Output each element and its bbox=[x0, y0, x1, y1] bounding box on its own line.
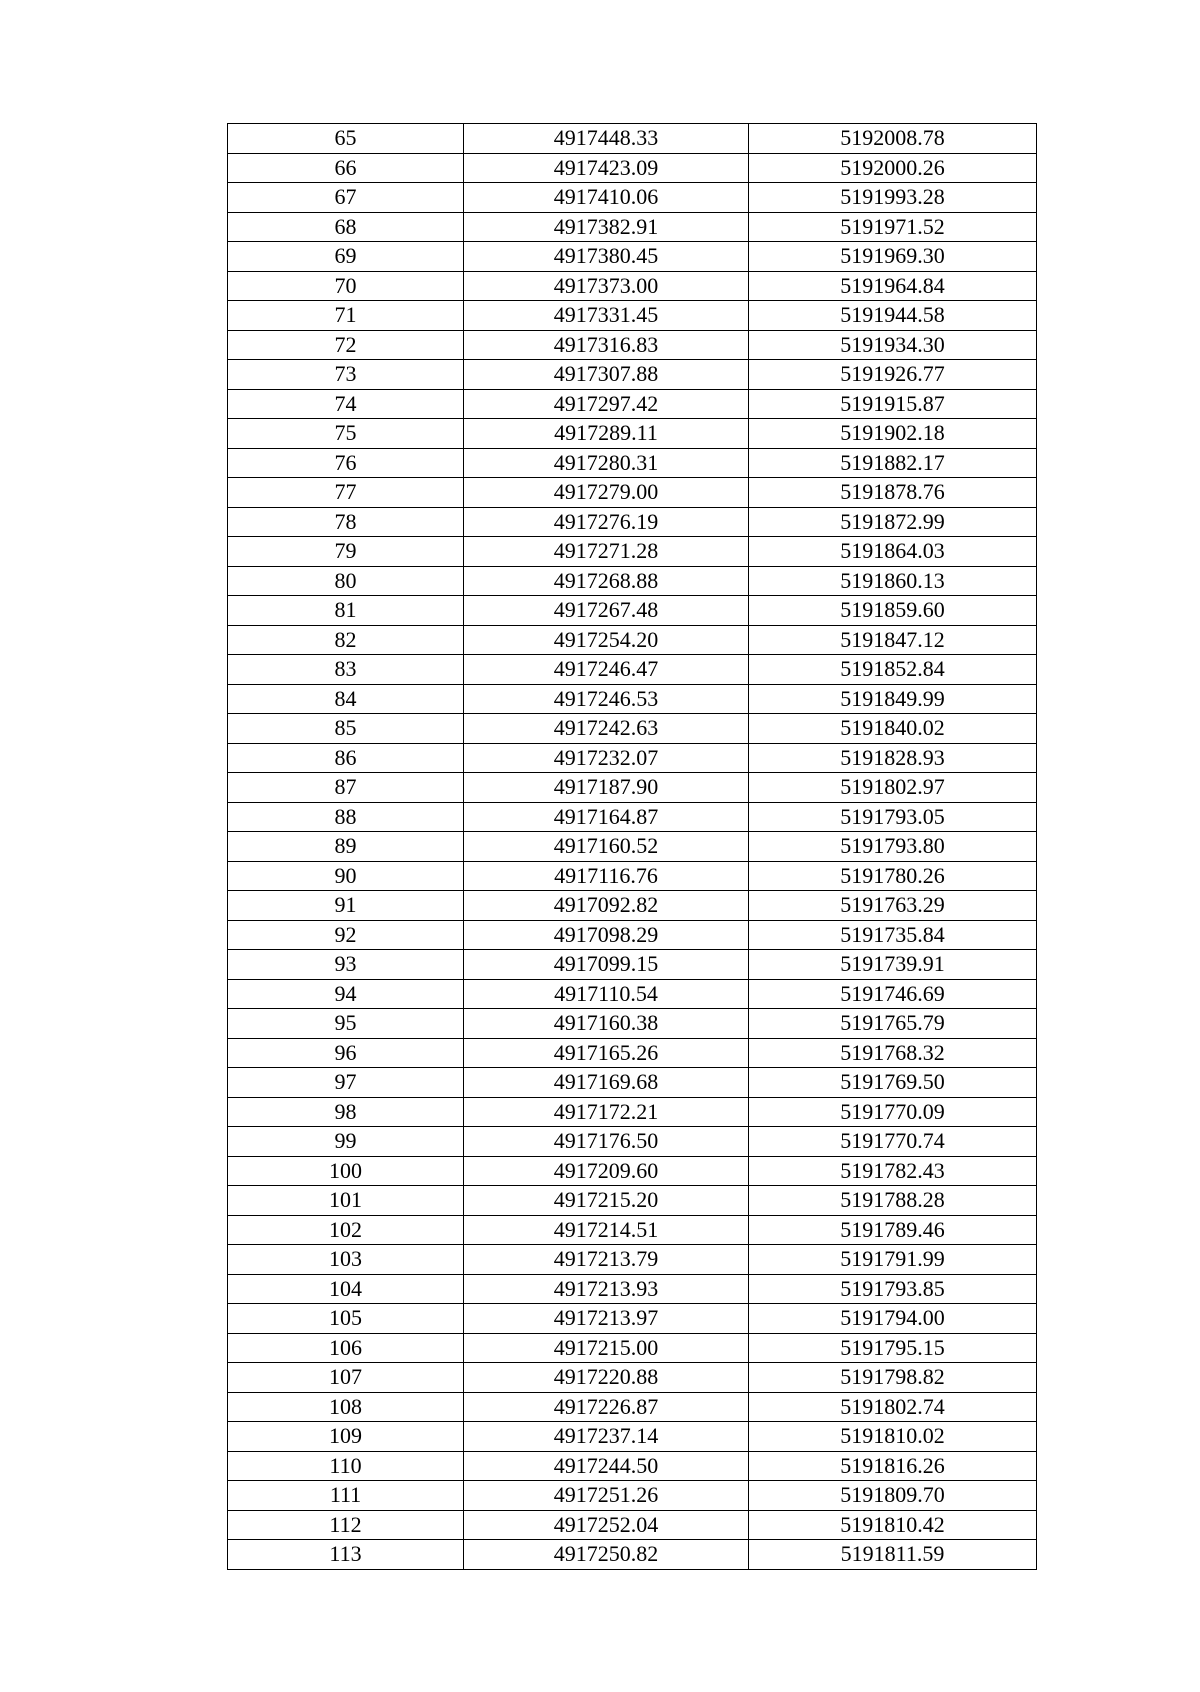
point-number-cell: 113 bbox=[228, 1540, 464, 1570]
y-coordinate-cell: 5191849.99 bbox=[749, 684, 1037, 714]
x-coordinate-cell: 4917246.53 bbox=[464, 684, 749, 714]
y-coordinate-cell: 5191810.42 bbox=[749, 1510, 1037, 1540]
y-coordinate-cell: 5191763.29 bbox=[749, 891, 1037, 921]
point-number-cell: 109 bbox=[228, 1422, 464, 1452]
table-row bbox=[228, 979, 1037, 1009]
y-coordinate-cell: 5191971.52 bbox=[749, 212, 1037, 242]
x-coordinate-cell: 4917160.38 bbox=[464, 1009, 749, 1039]
x-coordinate-cell: 4917252.04 bbox=[464, 1510, 749, 1540]
y-coordinate-cell: 5191926.77 bbox=[749, 360, 1037, 390]
y-coordinate-cell: 5191902.18 bbox=[749, 419, 1037, 449]
x-coordinate-cell: 4917410.06 bbox=[464, 183, 749, 213]
x-coordinate-cell: 4917254.20 bbox=[464, 625, 749, 655]
x-coordinate-cell: 4917232.07 bbox=[464, 743, 749, 773]
x-coordinate-cell: 4917382.91 bbox=[464, 212, 749, 242]
x-coordinate-cell: 4917165.26 bbox=[464, 1038, 749, 1068]
x-coordinate-cell: 4917160.52 bbox=[464, 832, 749, 862]
y-coordinate-cell: 5191802.74 bbox=[749, 1392, 1037, 1422]
table-row bbox=[228, 655, 1037, 685]
table-row bbox=[228, 1422, 1037, 1452]
table-row bbox=[228, 1068, 1037, 1098]
x-coordinate-cell: 4917271.28 bbox=[464, 537, 749, 567]
x-coordinate-cell: 4917448.33 bbox=[464, 124, 749, 154]
table-row bbox=[228, 1363, 1037, 1393]
y-coordinate-cell: 5191802.97 bbox=[749, 773, 1037, 803]
x-coordinate-cell: 4917116.76 bbox=[464, 861, 749, 891]
x-coordinate-cell: 4917220.88 bbox=[464, 1363, 749, 1393]
y-coordinate-cell: 5191915.87 bbox=[749, 389, 1037, 419]
point-number-cell: 91 bbox=[228, 891, 464, 921]
x-coordinate-cell: 4917099.15 bbox=[464, 950, 749, 980]
point-number-cell: 107 bbox=[228, 1363, 464, 1393]
point-number-cell: 70 bbox=[228, 271, 464, 301]
y-coordinate-cell: 5191816.26 bbox=[749, 1451, 1037, 1481]
x-coordinate-cell: 4917214.51 bbox=[464, 1215, 749, 1245]
x-coordinate-cell: 4917244.50 bbox=[464, 1451, 749, 1481]
y-coordinate-cell: 5191782.43 bbox=[749, 1156, 1037, 1186]
x-coordinate-cell: 4917289.11 bbox=[464, 419, 749, 449]
point-number-cell: 104 bbox=[228, 1274, 464, 1304]
x-coordinate-cell: 4917110.54 bbox=[464, 979, 749, 1009]
x-coordinate-cell: 4917213.79 bbox=[464, 1245, 749, 1275]
point-number-cell: 102 bbox=[228, 1215, 464, 1245]
y-coordinate-cell: 5191811.59 bbox=[749, 1540, 1037, 1570]
coordinates-table-body bbox=[228, 124, 1037, 1570]
x-coordinate-cell: 4917268.88 bbox=[464, 566, 749, 596]
point-number-cell: 75 bbox=[228, 419, 464, 449]
coordinates-table bbox=[227, 123, 1037, 1570]
table-row bbox=[228, 507, 1037, 537]
table-row bbox=[228, 832, 1037, 862]
table-row bbox=[228, 537, 1037, 567]
y-coordinate-cell: 5191735.84 bbox=[749, 920, 1037, 950]
x-coordinate-cell: 4917172.21 bbox=[464, 1097, 749, 1127]
point-number-cell: 94 bbox=[228, 979, 464, 1009]
table-row bbox=[228, 1274, 1037, 1304]
point-number-cell: 98 bbox=[228, 1097, 464, 1127]
point-number-cell: 92 bbox=[228, 920, 464, 950]
y-coordinate-cell: 5191739.91 bbox=[749, 950, 1037, 980]
table-row bbox=[228, 1540, 1037, 1570]
table-row bbox=[228, 448, 1037, 478]
y-coordinate-cell: 5191793.85 bbox=[749, 1274, 1037, 1304]
point-number-cell: 110 bbox=[228, 1451, 464, 1481]
table-row bbox=[228, 1510, 1037, 1540]
table-row bbox=[228, 1481, 1037, 1511]
point-number-cell: 71 bbox=[228, 301, 464, 331]
table-row bbox=[228, 360, 1037, 390]
table-row bbox=[228, 1009, 1037, 1039]
table-row bbox=[228, 330, 1037, 360]
x-coordinate-cell: 4917373.00 bbox=[464, 271, 749, 301]
y-coordinate-cell: 5191828.93 bbox=[749, 743, 1037, 773]
table-row bbox=[228, 802, 1037, 832]
point-number-cell: 78 bbox=[228, 507, 464, 537]
table-row bbox=[228, 301, 1037, 331]
point-number-cell: 108 bbox=[228, 1392, 464, 1422]
y-coordinate-cell: 5191872.99 bbox=[749, 507, 1037, 537]
x-coordinate-cell: 4917237.14 bbox=[464, 1422, 749, 1452]
point-number-cell: 101 bbox=[228, 1186, 464, 1216]
x-coordinate-cell: 4917307.88 bbox=[464, 360, 749, 390]
point-number-cell: 81 bbox=[228, 596, 464, 626]
y-coordinate-cell: 5191944.58 bbox=[749, 301, 1037, 331]
y-coordinate-cell: 5191934.30 bbox=[749, 330, 1037, 360]
table-row bbox=[228, 861, 1037, 891]
y-coordinate-cell: 5191780.26 bbox=[749, 861, 1037, 891]
y-coordinate-cell: 5191969.30 bbox=[749, 242, 1037, 272]
point-number-cell: 73 bbox=[228, 360, 464, 390]
table-row bbox=[228, 389, 1037, 419]
table-row bbox=[228, 1304, 1037, 1334]
point-number-cell: 90 bbox=[228, 861, 464, 891]
point-number-cell: 106 bbox=[228, 1333, 464, 1363]
point-number-cell: 77 bbox=[228, 478, 464, 508]
table-row bbox=[228, 242, 1037, 272]
table-row bbox=[228, 212, 1037, 242]
table-row bbox=[228, 596, 1037, 626]
point-number-cell: 93 bbox=[228, 950, 464, 980]
y-coordinate-cell: 5191789.46 bbox=[749, 1215, 1037, 1245]
x-coordinate-cell: 4917242.63 bbox=[464, 714, 749, 744]
table-row bbox=[228, 1186, 1037, 1216]
y-coordinate-cell: 5191765.79 bbox=[749, 1009, 1037, 1039]
table-row bbox=[228, 950, 1037, 980]
table-row bbox=[228, 1333, 1037, 1363]
x-coordinate-cell: 4917213.97 bbox=[464, 1304, 749, 1334]
y-coordinate-cell: 5191859.60 bbox=[749, 596, 1037, 626]
point-number-cell: 69 bbox=[228, 242, 464, 272]
table-row bbox=[228, 566, 1037, 596]
table-row bbox=[228, 153, 1037, 183]
table-row bbox=[228, 743, 1037, 773]
x-coordinate-cell: 4917380.45 bbox=[464, 242, 749, 272]
x-coordinate-cell: 4917279.00 bbox=[464, 478, 749, 508]
x-coordinate-cell: 4917250.82 bbox=[464, 1540, 749, 1570]
y-coordinate-cell: 5191798.82 bbox=[749, 1363, 1037, 1393]
y-coordinate-cell: 5191793.05 bbox=[749, 802, 1037, 832]
point-number-cell: 87 bbox=[228, 773, 464, 803]
point-number-cell: 65 bbox=[228, 124, 464, 154]
x-coordinate-cell: 4917098.29 bbox=[464, 920, 749, 950]
point-number-cell: 76 bbox=[228, 448, 464, 478]
table-row bbox=[228, 419, 1037, 449]
table-row bbox=[228, 183, 1037, 213]
table-row bbox=[228, 124, 1037, 154]
y-coordinate-cell: 5191794.00 bbox=[749, 1304, 1037, 1334]
y-coordinate-cell: 5191847.12 bbox=[749, 625, 1037, 655]
y-coordinate-cell: 5191746.69 bbox=[749, 979, 1037, 1009]
y-coordinate-cell: 5191768.32 bbox=[749, 1038, 1037, 1068]
point-number-cell: 86 bbox=[228, 743, 464, 773]
x-coordinate-cell: 4917423.09 bbox=[464, 153, 749, 183]
table-row bbox=[228, 1127, 1037, 1157]
x-coordinate-cell: 4917209.60 bbox=[464, 1156, 749, 1186]
point-number-cell: 82 bbox=[228, 625, 464, 655]
x-coordinate-cell: 4917215.20 bbox=[464, 1186, 749, 1216]
point-number-cell: 79 bbox=[228, 537, 464, 567]
x-coordinate-cell: 4917092.82 bbox=[464, 891, 749, 921]
point-number-cell: 95 bbox=[228, 1009, 464, 1039]
table-row bbox=[228, 625, 1037, 655]
table-row bbox=[228, 1392, 1037, 1422]
y-coordinate-cell: 5191993.28 bbox=[749, 183, 1037, 213]
y-coordinate-cell: 5191878.76 bbox=[749, 478, 1037, 508]
y-coordinate-cell: 5191791.99 bbox=[749, 1245, 1037, 1275]
point-number-cell: 85 bbox=[228, 714, 464, 744]
point-number-cell: 112 bbox=[228, 1510, 464, 1540]
point-number-cell: 96 bbox=[228, 1038, 464, 1068]
y-coordinate-cell: 5191864.03 bbox=[749, 537, 1037, 567]
x-coordinate-cell: 4917276.19 bbox=[464, 507, 749, 537]
point-number-cell: 68 bbox=[228, 212, 464, 242]
y-coordinate-cell: 5191964.84 bbox=[749, 271, 1037, 301]
x-coordinate-cell: 4917176.50 bbox=[464, 1127, 749, 1157]
x-coordinate-cell: 4917215.00 bbox=[464, 1333, 749, 1363]
x-coordinate-cell: 4917316.83 bbox=[464, 330, 749, 360]
table-row bbox=[228, 684, 1037, 714]
point-number-cell: 67 bbox=[228, 183, 464, 213]
y-coordinate-cell: 5192008.78 bbox=[749, 124, 1037, 154]
y-coordinate-cell: 5191793.80 bbox=[749, 832, 1037, 862]
table-row bbox=[228, 891, 1037, 921]
point-number-cell: 89 bbox=[228, 832, 464, 862]
y-coordinate-cell: 5191795.15 bbox=[749, 1333, 1037, 1363]
y-coordinate-cell: 5191770.09 bbox=[749, 1097, 1037, 1127]
point-number-cell: 80 bbox=[228, 566, 464, 596]
y-coordinate-cell: 5191788.28 bbox=[749, 1186, 1037, 1216]
table-row bbox=[228, 1156, 1037, 1186]
point-number-cell: 111 bbox=[228, 1481, 464, 1511]
point-number-cell: 72 bbox=[228, 330, 464, 360]
point-number-cell: 83 bbox=[228, 655, 464, 685]
y-coordinate-cell: 5191770.74 bbox=[749, 1127, 1037, 1157]
x-coordinate-cell: 4917213.93 bbox=[464, 1274, 749, 1304]
y-coordinate-cell: 5192000.26 bbox=[749, 153, 1037, 183]
table-row bbox=[228, 1451, 1037, 1481]
point-number-cell: 88 bbox=[228, 802, 464, 832]
point-number-cell: 74 bbox=[228, 389, 464, 419]
x-coordinate-cell: 4917169.68 bbox=[464, 1068, 749, 1098]
y-coordinate-cell: 5191840.02 bbox=[749, 714, 1037, 744]
y-coordinate-cell: 5191860.13 bbox=[749, 566, 1037, 596]
table-row bbox=[228, 773, 1037, 803]
table-row bbox=[228, 920, 1037, 950]
x-coordinate-cell: 4917267.48 bbox=[464, 596, 749, 626]
x-coordinate-cell: 4917164.87 bbox=[464, 802, 749, 832]
y-coordinate-cell: 5191769.50 bbox=[749, 1068, 1037, 1098]
y-coordinate-cell: 5191852.84 bbox=[749, 655, 1037, 685]
point-number-cell: 66 bbox=[228, 153, 464, 183]
table-row bbox=[228, 271, 1037, 301]
table-row bbox=[228, 714, 1037, 744]
x-coordinate-cell: 4917280.31 bbox=[464, 448, 749, 478]
x-coordinate-cell: 4917331.45 bbox=[464, 301, 749, 331]
table-row bbox=[228, 1215, 1037, 1245]
point-number-cell: 99 bbox=[228, 1127, 464, 1157]
point-number-cell: 97 bbox=[228, 1068, 464, 1098]
x-coordinate-cell: 4917226.87 bbox=[464, 1392, 749, 1422]
table-row bbox=[228, 478, 1037, 508]
y-coordinate-cell: 5191882.17 bbox=[749, 448, 1037, 478]
x-coordinate-cell: 4917297.42 bbox=[464, 389, 749, 419]
y-coordinate-cell: 5191809.70 bbox=[749, 1481, 1037, 1511]
table-row bbox=[228, 1038, 1037, 1068]
table-row bbox=[228, 1097, 1037, 1127]
table-row bbox=[228, 1245, 1037, 1275]
x-coordinate-cell: 4917246.47 bbox=[464, 655, 749, 685]
point-number-cell: 105 bbox=[228, 1304, 464, 1334]
x-coordinate-cell: 4917187.90 bbox=[464, 773, 749, 803]
point-number-cell: 100 bbox=[228, 1156, 464, 1186]
point-number-cell: 103 bbox=[228, 1245, 464, 1275]
x-coordinate-cell: 4917251.26 bbox=[464, 1481, 749, 1511]
point-number-cell: 84 bbox=[228, 684, 464, 714]
y-coordinate-cell: 5191810.02 bbox=[749, 1422, 1037, 1452]
